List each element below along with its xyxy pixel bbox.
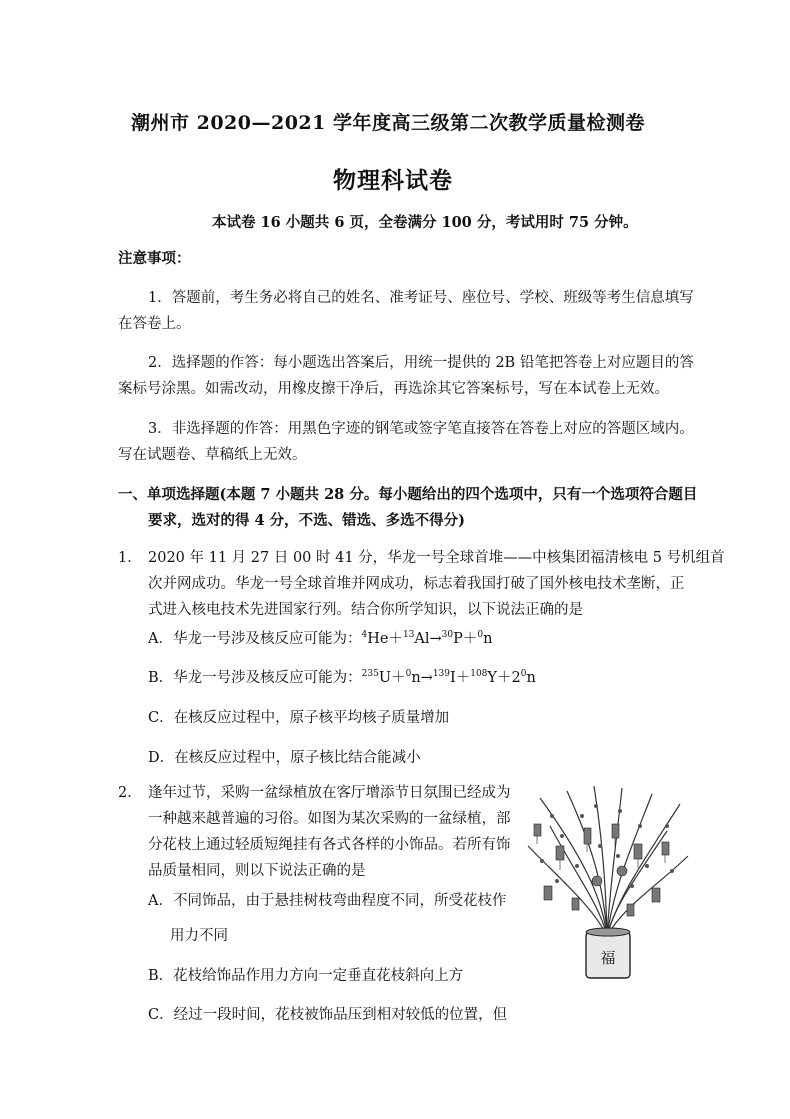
q2-option-a-line-2: 用力不同 bbox=[170, 928, 228, 944]
q2-stem-line-4: 品质量相同，则以下说法正确的是 bbox=[148, 863, 366, 879]
exam-info: 本试卷 16 小题共 6 页，全卷满分 100 分，考试用时 75 分钟。 bbox=[212, 214, 638, 231]
q1-option-a bbox=[148, 627, 492, 648]
notice-item-1-line-1: 1．答题前，考生务必将自己的姓名、准考证号、座位号、学校、班级等考生信息填写 bbox=[148, 290, 694, 306]
q1-number: 1． bbox=[118, 550, 142, 566]
q1-option-b-text: B．华龙一号涉及核反应可能为： bbox=[148, 670, 362, 686]
q1-option-d: D．在核反应过程中，原子核比结合能减小 bbox=[148, 750, 421, 766]
exam-title: 潮州市 2020—2021 学年度高三级第二次教学质量检测卷 bbox=[131, 112, 645, 134]
q2-option-c: C．经过一段时间，花枝被饰品压到相对较低的位置，但 bbox=[148, 1007, 508, 1023]
q1-stem-line-1: 2020 年 11 月 27 日 00 时 41 分，华龙一号全球首堆——中核集团福清核电 5 号机组首 bbox=[148, 550, 725, 566]
subject-title: 物理科试卷 bbox=[333, 167, 453, 194]
q1-option-a-text: A．华龙一号涉及核反应可能为： bbox=[148, 631, 362, 647]
q1-option-a-equation: $^4$He＋$^{13}$Al→$^{30}$P＋$^0$n bbox=[361, 630, 493, 647]
q2-option-b: B．花枝给饰品作用力方向一定垂直花枝斜向上方 bbox=[148, 968, 464, 984]
q2-option-a-line-1: A．不同饰品，由于悬挂树枝弯曲程度不同，所受花枝作 bbox=[148, 893, 507, 909]
pot-character: 福 bbox=[600, 949, 616, 967]
potted-plant-illustration bbox=[522, 786, 692, 982]
notice-item-2-line-1: 2．选择题的作答：每小题选出答案后，用统一提供的 2B 铅笔把答卷上对应题目的答 bbox=[148, 355, 694, 371]
q1-stem-line-3: 式进入核电技术先进国家行列。结合你所学知识，以下说法正确的是 bbox=[148, 602, 583, 618]
q2-number: 2． bbox=[118, 785, 142, 801]
notice-heading: 注意事项： bbox=[118, 250, 191, 267]
q1-option-b-equation: $^{235}U+^0n\to^{139}I+^{108}Y+2^0n$ bbox=[361, 669, 536, 686]
section-1-heading-line-2: 要求，选对的得 4 分，不选、错选、多选不得分) bbox=[148, 512, 466, 529]
notice-item-1-line-2: 在答卷上。 bbox=[118, 316, 191, 332]
q2-stem-line-1: 逢年过节，采购一盆绿植放在客厅增添节日氛围已经成为 bbox=[148, 785, 511, 801]
q1-option-c: C．在核反应过程中，原子核平均核子质量增加 bbox=[148, 710, 450, 726]
q2-stem-line-3: 分花枝上通过轻质短绳挂有各式各样的小饰品。若所有饰 bbox=[148, 837, 511, 853]
q1-stem-line-2: 次并网成功。华龙一号全球首堆并网成功，标志着我国打破了国外核电技术垄断，正 bbox=[148, 576, 685, 592]
notice-item-2-line-2: 案标号涂黑。如需改动，用橡皮擦干净后，再选涂其它答案标号，写在本试卷上无效。 bbox=[118, 381, 669, 397]
q2-stem-line-2: 一种越来越普遍的习俗。如图为某次采购的一盆绿植，部 bbox=[148, 811, 511, 827]
q1-option-b bbox=[148, 666, 536, 687]
section-1-heading-line-1: 一、单项选择题(本题 7 小题共 28 分。每小题给出的四个选项中，只有一个选项符合题目 bbox=[118, 486, 698, 503]
notice-item-3-line-2: 写在试题卷、草稿纸上无效。 bbox=[118, 447, 307, 463]
notice-item-3-line-1: 3．非选择题的作答：用黑色字迹的钢笔或签字笔直接答在答卷上对应的答题区域内。 bbox=[148, 421, 694, 437]
